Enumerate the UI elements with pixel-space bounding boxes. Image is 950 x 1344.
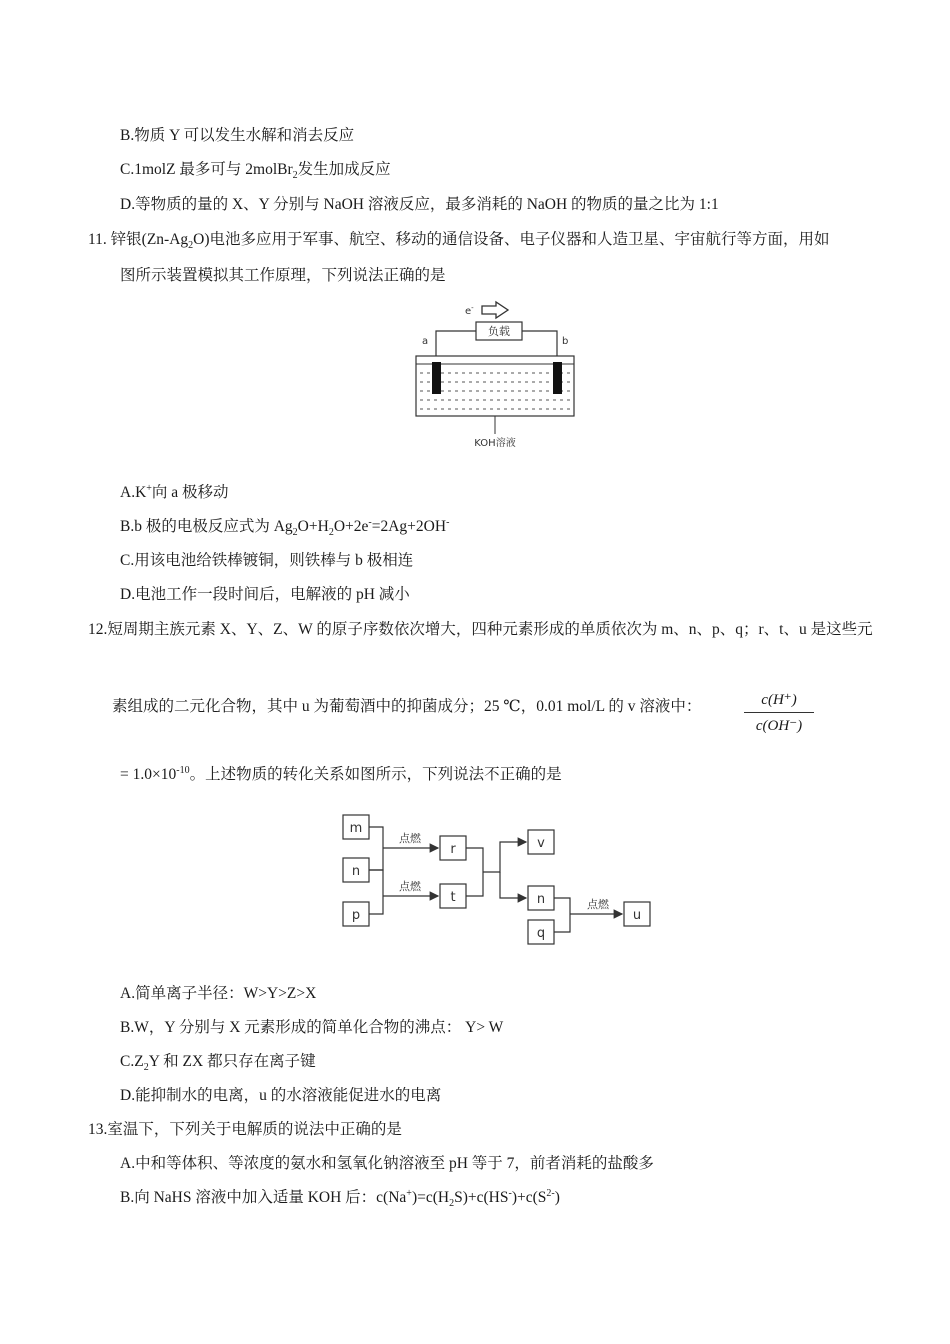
electrode-a-label: a bbox=[422, 336, 429, 347]
node-n2: n bbox=[536, 892, 546, 907]
burn-label-3: 点燃 bbox=[587, 898, 609, 911]
q11-stem-line2: 图所示装置模拟其工作原理，下列说法正确的是 bbox=[120, 267, 446, 284]
q10-option-c: C.1molZ 最多可与 2molBr$_2$发生加成反应 bbox=[120, 161, 391, 182]
q12-stem-line2: 素组成的二元化合物，其中 u 为葡萄酒中的抑菌成分；25 ℃，0.01 mol/L 的 v 溶液中： bbox=[112, 698, 702, 715]
q11-option-a: A.K+向 a 极移动 bbox=[120, 482, 229, 501]
q10-option-b: B.物质 Y 可以发生水解和消去反应 bbox=[120, 127, 355, 144]
q12-option-c: $C.Z_2Y$ 和 ZX 都只存在离子键 bbox=[120, 1053, 316, 1074]
node-u: u bbox=[632, 908, 642, 923]
node-m: m bbox=[349, 821, 363, 836]
load-label: 负载 bbox=[488, 325, 510, 338]
ratio-numerator: c(H⁺) bbox=[761, 692, 797, 708]
node-n: n bbox=[351, 864, 361, 879]
node-t: t bbox=[450, 890, 456, 905]
conversion-diagram bbox=[338, 810, 658, 950]
q11-stem-line1: 11. 锌银$(Zn-Ag_2O)$电池多应用于军事、航空、移动的通信设备、电子仪器和人造卫星、宇宙航行等方面，用如 bbox=[88, 231, 830, 252]
q13-option-b: B.向 NaHS 溶液中加入适量 KOH 后：$c(Na^+)=c(H_2S)+c(HS^-)+c(S^{2-})$ bbox=[120, 1187, 560, 1210]
q12-option-b: B.W，Y 分别与 X 元素形成的简单化合物的沸点： Y> W bbox=[120, 1019, 504, 1036]
q11-option-b: B.b 极的电极反应式为 $Ag_2O+H_2O+2e^-=2Ag+2OH^-$ bbox=[120, 516, 450, 539]
electrode-b bbox=[553, 362, 562, 394]
node-v: v bbox=[537, 836, 545, 851]
node-p: p bbox=[351, 908, 361, 923]
node-r: r bbox=[450, 842, 456, 857]
electrode-b-label: b bbox=[562, 336, 569, 347]
q13-option-a: A.中和等体积、等浓度的氨水和氢氧化钠溶液至 pH 等于 7，前者消耗的盐酸多 bbox=[120, 1155, 654, 1172]
electrode-a bbox=[432, 362, 441, 394]
q13-stem: 13.室温下，下列关于电解质的说法中正确的是 bbox=[88, 1121, 402, 1138]
q11-option-d: D.电池工作一段时间后，电解液的 pH 减小 bbox=[120, 586, 410, 603]
electron-arrow-icon bbox=[482, 302, 508, 318]
burn-label-2: 点燃 bbox=[399, 880, 421, 893]
q12-stem-line1: 12.短周期主族元素 X、Y、Z、W 的原子序数依次增大，四种元素形成的单质依次为 m、n、p、q；r、t、u 是这些元 bbox=[88, 621, 873, 638]
electron-label: e- bbox=[465, 304, 474, 317]
concentration-ratio bbox=[744, 690, 814, 735]
q12-option-a: A.简单离子半径：W>Y>Z>X bbox=[120, 985, 317, 1002]
q12-stem-line3: = $1.0\times 10^{-10}$。上述物质的转化关系如图所示，下列说法不正确的是 bbox=[120, 764, 562, 783]
koh-solution-label: KOH溶液 bbox=[474, 438, 516, 449]
q11-option-c: C.用该电池给铁棒镀铜，则铁棒与 b 极相连 bbox=[120, 552, 414, 569]
ratio-denominator: c(OH⁻) bbox=[755, 718, 803, 734]
q12-option-d: D.能抑制水的电离，u 的水溶液能促进水的电离 bbox=[120, 1087, 442, 1104]
battery-diagram bbox=[410, 300, 580, 452]
q10-option-d: D.等物质的量的 X、Y 分别与 NaOH 溶液反应，最多消耗的 NaOH 的物质的量之比为 1:1 bbox=[120, 196, 719, 213]
node-q: q bbox=[536, 926, 546, 941]
burn-label-1: 点燃 bbox=[399, 832, 421, 845]
